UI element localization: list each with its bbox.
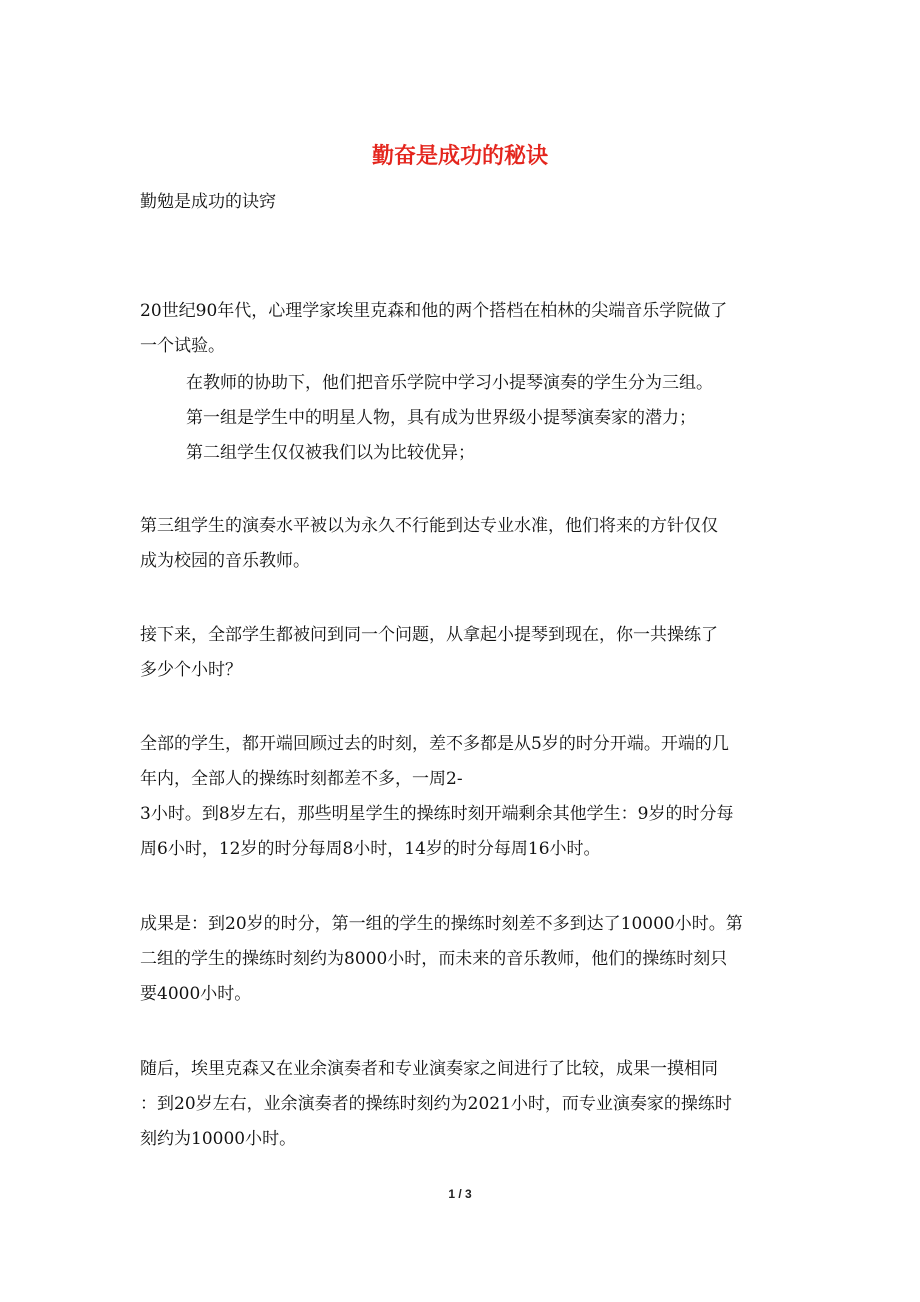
text-line: 在教师的协助下，他们把音乐学院中学习小提琴演奏的学生分为三组。 xyxy=(186,373,713,393)
document-subtitle: 勤勉是成功的诀窍 xyxy=(140,192,276,212)
text-line: 全部的学生，都开端回顾过去的时刻，差不多都是从5岁的时分开端。开端的几 xyxy=(140,734,729,754)
text-line: 20世纪90年代，心理学家埃里克森和他的两个搭档在柏林的尖端音乐学院做了 xyxy=(140,301,728,321)
text-line: 第三组学生的演奏水平被以为永久不行能到达专业水准，他们将来的方针仅仅 xyxy=(140,516,718,536)
text-line: 3小时。到8岁左右，那些明星学生的操练时刻开端剩余其他学生：9岁的时分每 xyxy=(140,804,734,824)
text-line: 二组的学生的操练时刻约为8000小时，而未来的音乐教师，他们的操练时刻只 xyxy=(140,949,728,969)
text-line: 刻约为10000小时。 xyxy=(140,1129,297,1149)
text-line: 第一组是学生中的明星人物，具有成为世界级小提琴演奏家的潜力； xyxy=(186,408,696,428)
page-indicator: 1 / 3 xyxy=(448,1187,472,1201)
document-title: 勤奋是成功的秘诀 xyxy=(371,143,548,169)
paragraph-comparison xyxy=(140,1052,790,1157)
text-line: 成为校园的音乐教师。 xyxy=(140,551,310,571)
text-line: 随后，埃里克森又在业余演奏者和专业演奏家之间进行了比较，成果一摸相同 xyxy=(140,1059,718,1079)
paragraph-intro xyxy=(140,294,790,364)
text-line: ：到20岁左右，业余演奏者的操练时刻约为2021小时，而专业演奏家的操练时 xyxy=(140,1094,732,1114)
text-line: 接下来，全部学生都被问到同一个问题，从拿起小提琴到现在，你一共操练了 xyxy=(140,625,718,645)
text-line: 一个试验。 xyxy=(140,336,225,356)
paragraph-question xyxy=(140,618,790,688)
text-line: 多少个小时？ xyxy=(140,660,242,680)
paragraph-results xyxy=(140,907,790,1012)
text-line: 第二组学生仅仅被我们以为比较优异； xyxy=(186,443,475,463)
paragraph-third-group xyxy=(140,509,790,579)
text-line: 周6小时，12岁的时分每周8小时，14岁的时分每周16小时。 xyxy=(140,839,601,859)
paragraph-practice-history xyxy=(140,727,790,867)
paragraph-groups xyxy=(140,366,790,471)
text-line: 要4000小时。 xyxy=(140,984,252,1004)
text-line: 成果是：到20岁的时分，第一组的学生的操练时刻差不多到达了10000小时。第 xyxy=(140,914,743,934)
text-line: 年内，全部人的操练时刻都差不多，一周2- xyxy=(140,769,463,789)
